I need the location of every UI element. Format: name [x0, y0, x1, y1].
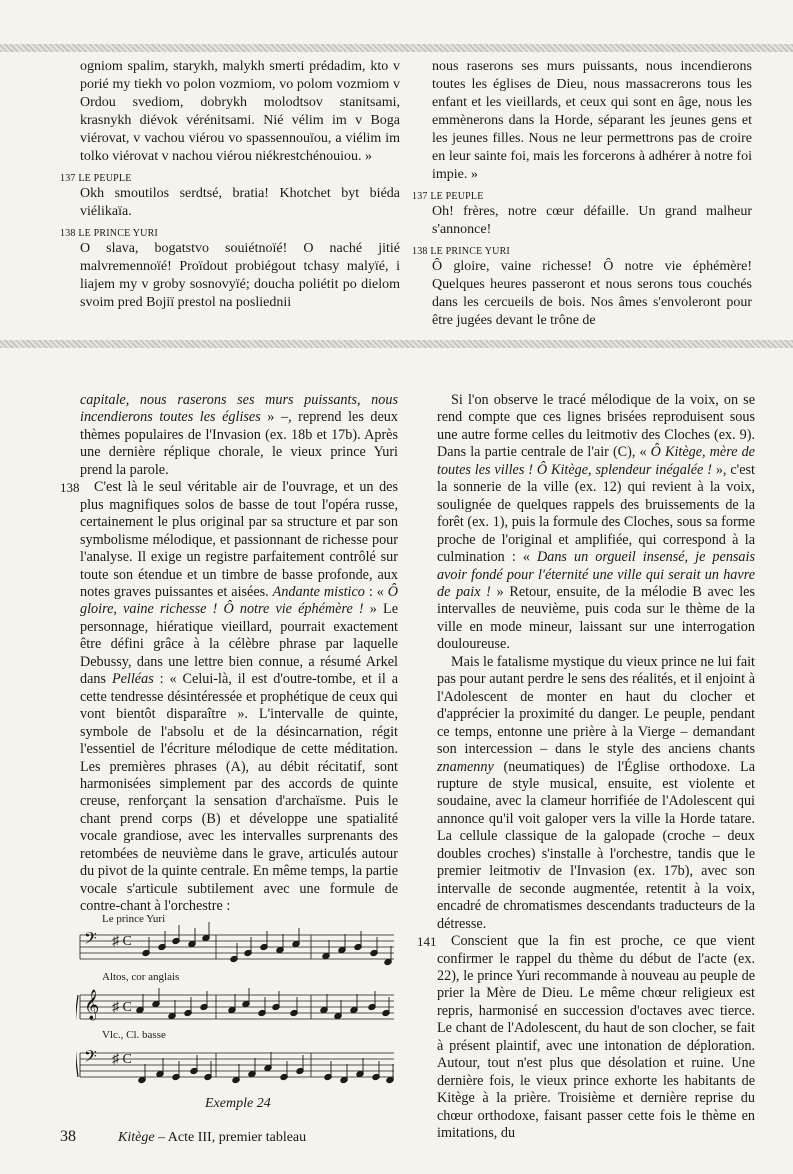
svg-text:♯ C: ♯ C	[112, 1052, 132, 1067]
libretto-block	[60, 172, 400, 221]
libretto-block	[412, 245, 752, 330]
staff-label-cellos: Vlc., Cl. basse	[102, 1029, 166, 1041]
libretto-line: Oh! frères, notre cœur défaille. Un grand malheur s'annonce!	[432, 204, 752, 237]
speaker-name: LE PRINCE YURI	[78, 228, 158, 239]
page-number: 38	[60, 1128, 76, 1145]
music-example	[76, 913, 398, 1093]
speaker-name: LE PEUPLE	[78, 173, 132, 184]
libretto-line: Okh smoutilos serdtsé, bratia! Khotchet byt biéda viélikaïa.	[80, 186, 400, 219]
speaker-name: LE PEUPLE	[430, 191, 484, 202]
svg-text:♯ C: ♯ C	[112, 934, 132, 949]
libretto-intro: nous raserons ses murs puissants, nous incendierons toutes les églises de Dieu, nous massacrerons tous les enfant et les vieillards, et ceux qui sont en âge, nous les emmènerons dans la Horde, séparant les jeunes gens et les jeunes filles. Nous ne leur permettrons pas de croire en leur sainte foi, mais les forcerons à adhérer à notre foi impie. »	[432, 59, 752, 182]
example-caption: Exemple 24	[205, 1096, 271, 1111]
cue-number: 137	[60, 173, 76, 184]
running-head-section: – Acte III, premier tableau	[154, 1130, 307, 1145]
libretto-block	[60, 227, 400, 312]
running-head-title: Kitège	[118, 1130, 155, 1145]
running-head	[118, 1130, 306, 1146]
staff-label-voice: Le prince Yuri	[102, 913, 166, 925]
cue-number: 138	[60, 480, 80, 496]
libretto-french	[412, 58, 752, 336]
cue-number: 138	[60, 228, 76, 239]
libretto-line: O slava, bogatstvo souiétnoïé! O naché jitié malvremennoïé! Proïdout probiégout tchasy malyïé, i liajem my v groby sosnovyïé; doucha poliétit po dielom svoim pred Bojiï prestol na posliednii	[80, 241, 400, 310]
staff-label-altos: Altos, cor anglais	[102, 971, 180, 983]
cue-number: 138	[412, 246, 428, 257]
decorative-band-top	[0, 44, 793, 52]
music-score-staves	[76, 913, 398, 1093]
essay-column-left	[60, 392, 399, 916]
svg-text:♯ C: ♯ C	[112, 1000, 132, 1015]
cue-number: 141	[417, 934, 437, 950]
essay-paragraph: Si l'on observe le tracé mélodique de la voix, on se rend compte que ces lignes brisées reproduisent sous une autre forme celles du leitmotiv des Cloches (ex. 9). Dans la partie centrale de l'air (C), « Ô Kitège, mère de toutes les villes ! Ô Kitège, splendeur inégalée ! », c'est la sonnerie de la ville (ex. 12) qui revient à la voix, soulignée de quelques rappels des bruissements de la forêt (ex. 1), puis la formule des Cloches, sous sa forme proche de l'original et amplifiée, qui correspond à la culmination : « Dans un orgueil insensé, je pensais avoir fondé pour l'éternité une ville qui serait un havre de paix ! » Retour, ensuite, de la mélodie B avec les intervalles de neuvième, puis coda sur le thème de la ville en mode mineur, laissant sur une interrogation douloureuse.	[437, 392, 755, 653]
libretto-russian	[60, 58, 400, 318]
libretto-intro: ogniom spalim, starykh, malykh smerti prédadim, kto v porié my tiekh vo polon vozmiom, vo polom vozmiom v Ordou svediom, dobrykh molodtsov stanitsami, krasnykh diévok vérénitsami. Nié vélim im v Boga viérovat, v vachou viérou vo spassennouïou, a viélim im tolko viérovat v nachou viérou niékrestchénouiou. »	[80, 59, 400, 164]
essay-paragraph: capitale, nous raserons ses murs puissants, nous incendierons toutes les églises » –, reprend les deux thèmes populaires de l'Invasion (ex. 18b et 17b). Après une dernière réplique chorale, le vieux prince Yuri prend la parole.	[80, 392, 398, 478]
essay-column-right	[417, 392, 755, 1142]
essay-paragraph: 138 C'est là le seul véritable air de l'ouvrage, et un des plus magnifiques solos de basse de tout l'opéra russe, certainement le plus original par sa structure et par son symbolisme mélodique, et passionnant de richesse pour l'analyse. Il exige un registre parfaitement contrôlé sur toute son étendue et un timbre de basse profonde, aux notes graves puissantes et aisées. Andante mistico : « Ô gloire, vaine richesse ! Ô notre vie éphémère ! » Le personnage, hiératique vieillard, pourrait exactement être défini grâce à la célèbre phrase par laquelle Debussy, dans une lettre bien connue, a résumé Arkel dans Pelléas : « Celui-là, il est d'outre-tombe, et il a cette tendresse désintéressée et prophétique de ceux qui vont bientôt disparaître ». L'intervalle de quinte, symbole de l'absolu et de la désincarnation, régit l'essentiel de l'écriture mélodique de cette méditation. Les premières phrases (A), au débit récitatif, sont harmonisées simplement par des accords de quinte creuse, renforçant la sensation d'archaïsme. Puis le chant prend corps (B) et développe une spatialité vocale grandiose, avec les intervalles surprenants des retombées de neuvième dans le grave, articulés autour du pivot de la quinte centrale. En même temps, la partie vocale s'articule subtilement avec une formule de contre-chant à l'orchestre :	[60, 479, 399, 915]
svg-text:𝄢: 𝄢	[84, 928, 97, 952]
cue-number: 137	[412, 191, 428, 202]
libretto-line: Ô gloire, vaine richesse! Ô notre vie éphémère! Quelques heures passeront et nous serons tous couchés dans les cercueils de bois. Nos âmes s'envoleront pour être jugées devant le trône de	[432, 259, 752, 328]
svg-text:𝄢: 𝄢	[84, 1046, 97, 1070]
decorative-band-middle	[0, 340, 793, 348]
essay-paragraph: 141 Conscient que la fin est proche, ce que vient confirmer le rappel du thème du début de l'acte (ex. 22), le prince Yuri recommande à nouveau au peuple de prier la Mère de Dieu. Le même chœur religieux est repris, harmonisé en succession d'octaves avec tierce. Le chant de l'Adolescent, du haut de son clocher, se fait à présent plaintif, avec une intonation de déploration. Autour, tout n'est plus que désolation et ruine. Une dernière fois, le vieux prince exhorte les habitants de Kitège à la prière. Troisième et dernière reprise du chœur orthodoxe, faisant passer cette fois le thème en imitations, du	[417, 933, 755, 1142]
essay-paragraph: Mais le fatalisme mystique du vieux prince ne lui fait pas pour autant perdre le sens des réalités, et il enjoint à l'Adolescent de monter en haut du clocher et d'apprécier la proximité du danger. Le peuple, pendant ce temps, entonne une prière à la Vierge – demandant son intercession – dans le style des anciens chants znamenny (neumatiques) de l'Église orthodoxe. La rupture de style musical, ensuite, est violente et soudaine, avec la clameur horrifiée de l'Adolescent qui annonce qu'il voit galoper vers la ville la Horde tatare. La cellule classique de la galopade (croche – deux doubles croches) s'installe à l'orchestre, tandis que le premier leitmotiv de l'Invasion (ex. 17b), avec son intervalle de seconde augmentée, retentit à la voix, encadré de chromatismes descendants traducteurs de la détresse.	[437, 653, 755, 932]
svg-text:𝄞: 𝄞	[84, 990, 100, 1020]
speaker-name: LE PRINCE YURI	[430, 246, 510, 257]
libretto-block	[412, 190, 752, 239]
